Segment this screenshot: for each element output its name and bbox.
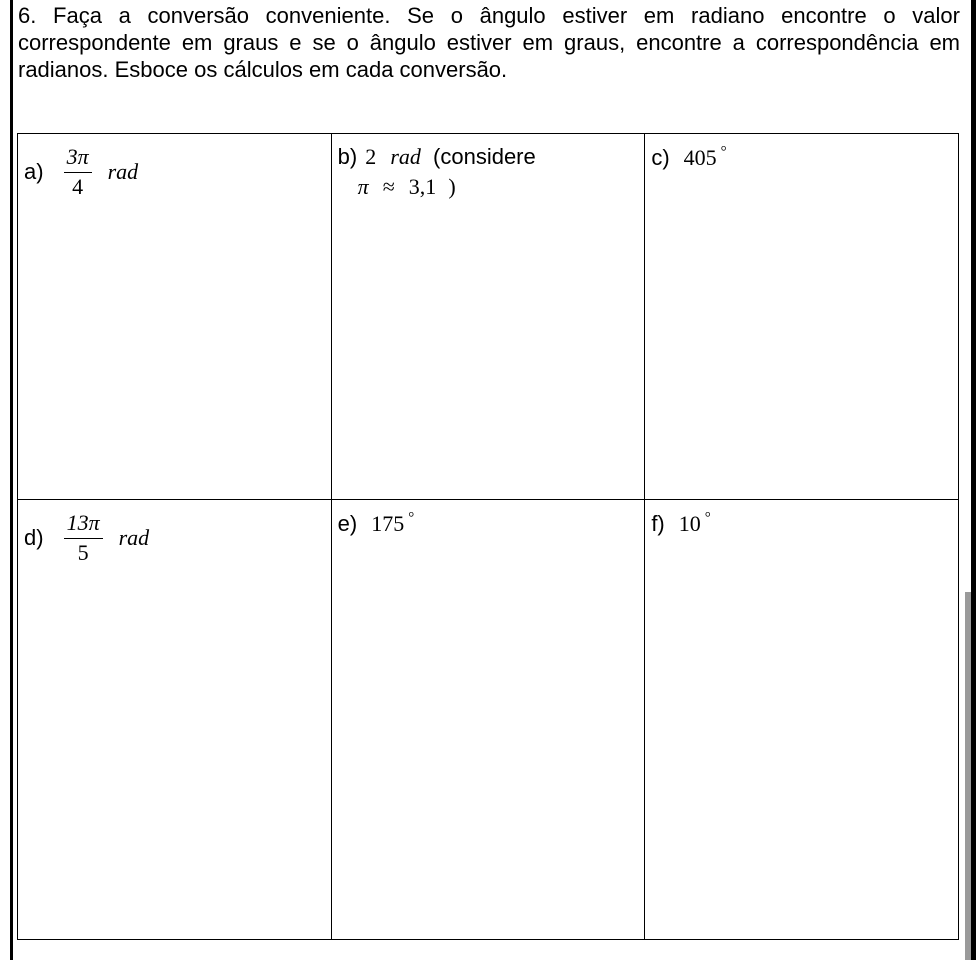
page-left-border	[10, 0, 13, 960]
item-b-note-open: (considere	[433, 144, 536, 169]
item-b-pi-line	[358, 174, 637, 200]
item-d-unit: rad	[118, 525, 150, 550]
answer-grid	[17, 133, 959, 940]
item-b-label: b)	[337, 144, 358, 169]
item-b-unit: rad	[390, 144, 421, 169]
item-b-pi: π	[357, 174, 369, 199]
item-b-note-close: )	[448, 174, 456, 199]
cell-e[interactable]	[331, 500, 645, 940]
item-d	[24, 510, 323, 566]
item-e-label: e)	[337, 511, 358, 536]
item-f-value: 10	[678, 511, 701, 536]
item-c-label: c)	[651, 145, 670, 170]
item-d-numerator: 13π	[64, 510, 103, 539]
cell-a[interactable]	[18, 134, 332, 500]
item-c-value: 405	[683, 145, 717, 170]
item-a-fraction	[64, 144, 92, 200]
cell-f[interactable]	[645, 500, 959, 940]
item-e	[338, 510, 637, 537]
item-d-label: d)	[24, 525, 44, 550]
item-f-label: f)	[651, 511, 665, 536]
item-b-pi-value: 3,1	[408, 174, 437, 199]
item-d-fraction	[64, 510, 103, 566]
item-b	[338, 144, 637, 200]
scrollbar-track	[965, 592, 971, 960]
question-statement: 6. Faça a conversão conveniente. Se o ângulo estiver em radiano encontre o valor correspondente em graus e se o ângulo estiver em graus, encontre a correspondência em radianos. Esboce os cálculos em cada conversão.	[18, 3, 960, 82]
grid-row-2	[18, 500, 959, 940]
item-a-label: a)	[24, 159, 44, 184]
page-right-border	[971, 0, 976, 960]
item-c-degree: °	[720, 144, 727, 160]
item-c	[651, 144, 950, 171]
item-d-denominator: 5	[77, 540, 89, 565]
item-b-value: 2	[365, 144, 377, 169]
item-a-unit: rad	[107, 159, 139, 184]
item-a	[24, 144, 323, 200]
grid-row-1	[18, 134, 959, 500]
item-e-degree: °	[408, 510, 415, 526]
cell-d[interactable]	[18, 500, 332, 940]
item-e-value: 175	[371, 511, 405, 536]
item-a-numerator: 3π	[64, 144, 92, 173]
item-f-degree: °	[704, 510, 711, 526]
item-a-denominator: 4	[72, 174, 84, 199]
item-b-approx: ≈	[382, 174, 395, 199]
cell-b[interactable]	[331, 134, 645, 500]
cell-c[interactable]	[645, 134, 959, 500]
item-f	[651, 510, 950, 537]
